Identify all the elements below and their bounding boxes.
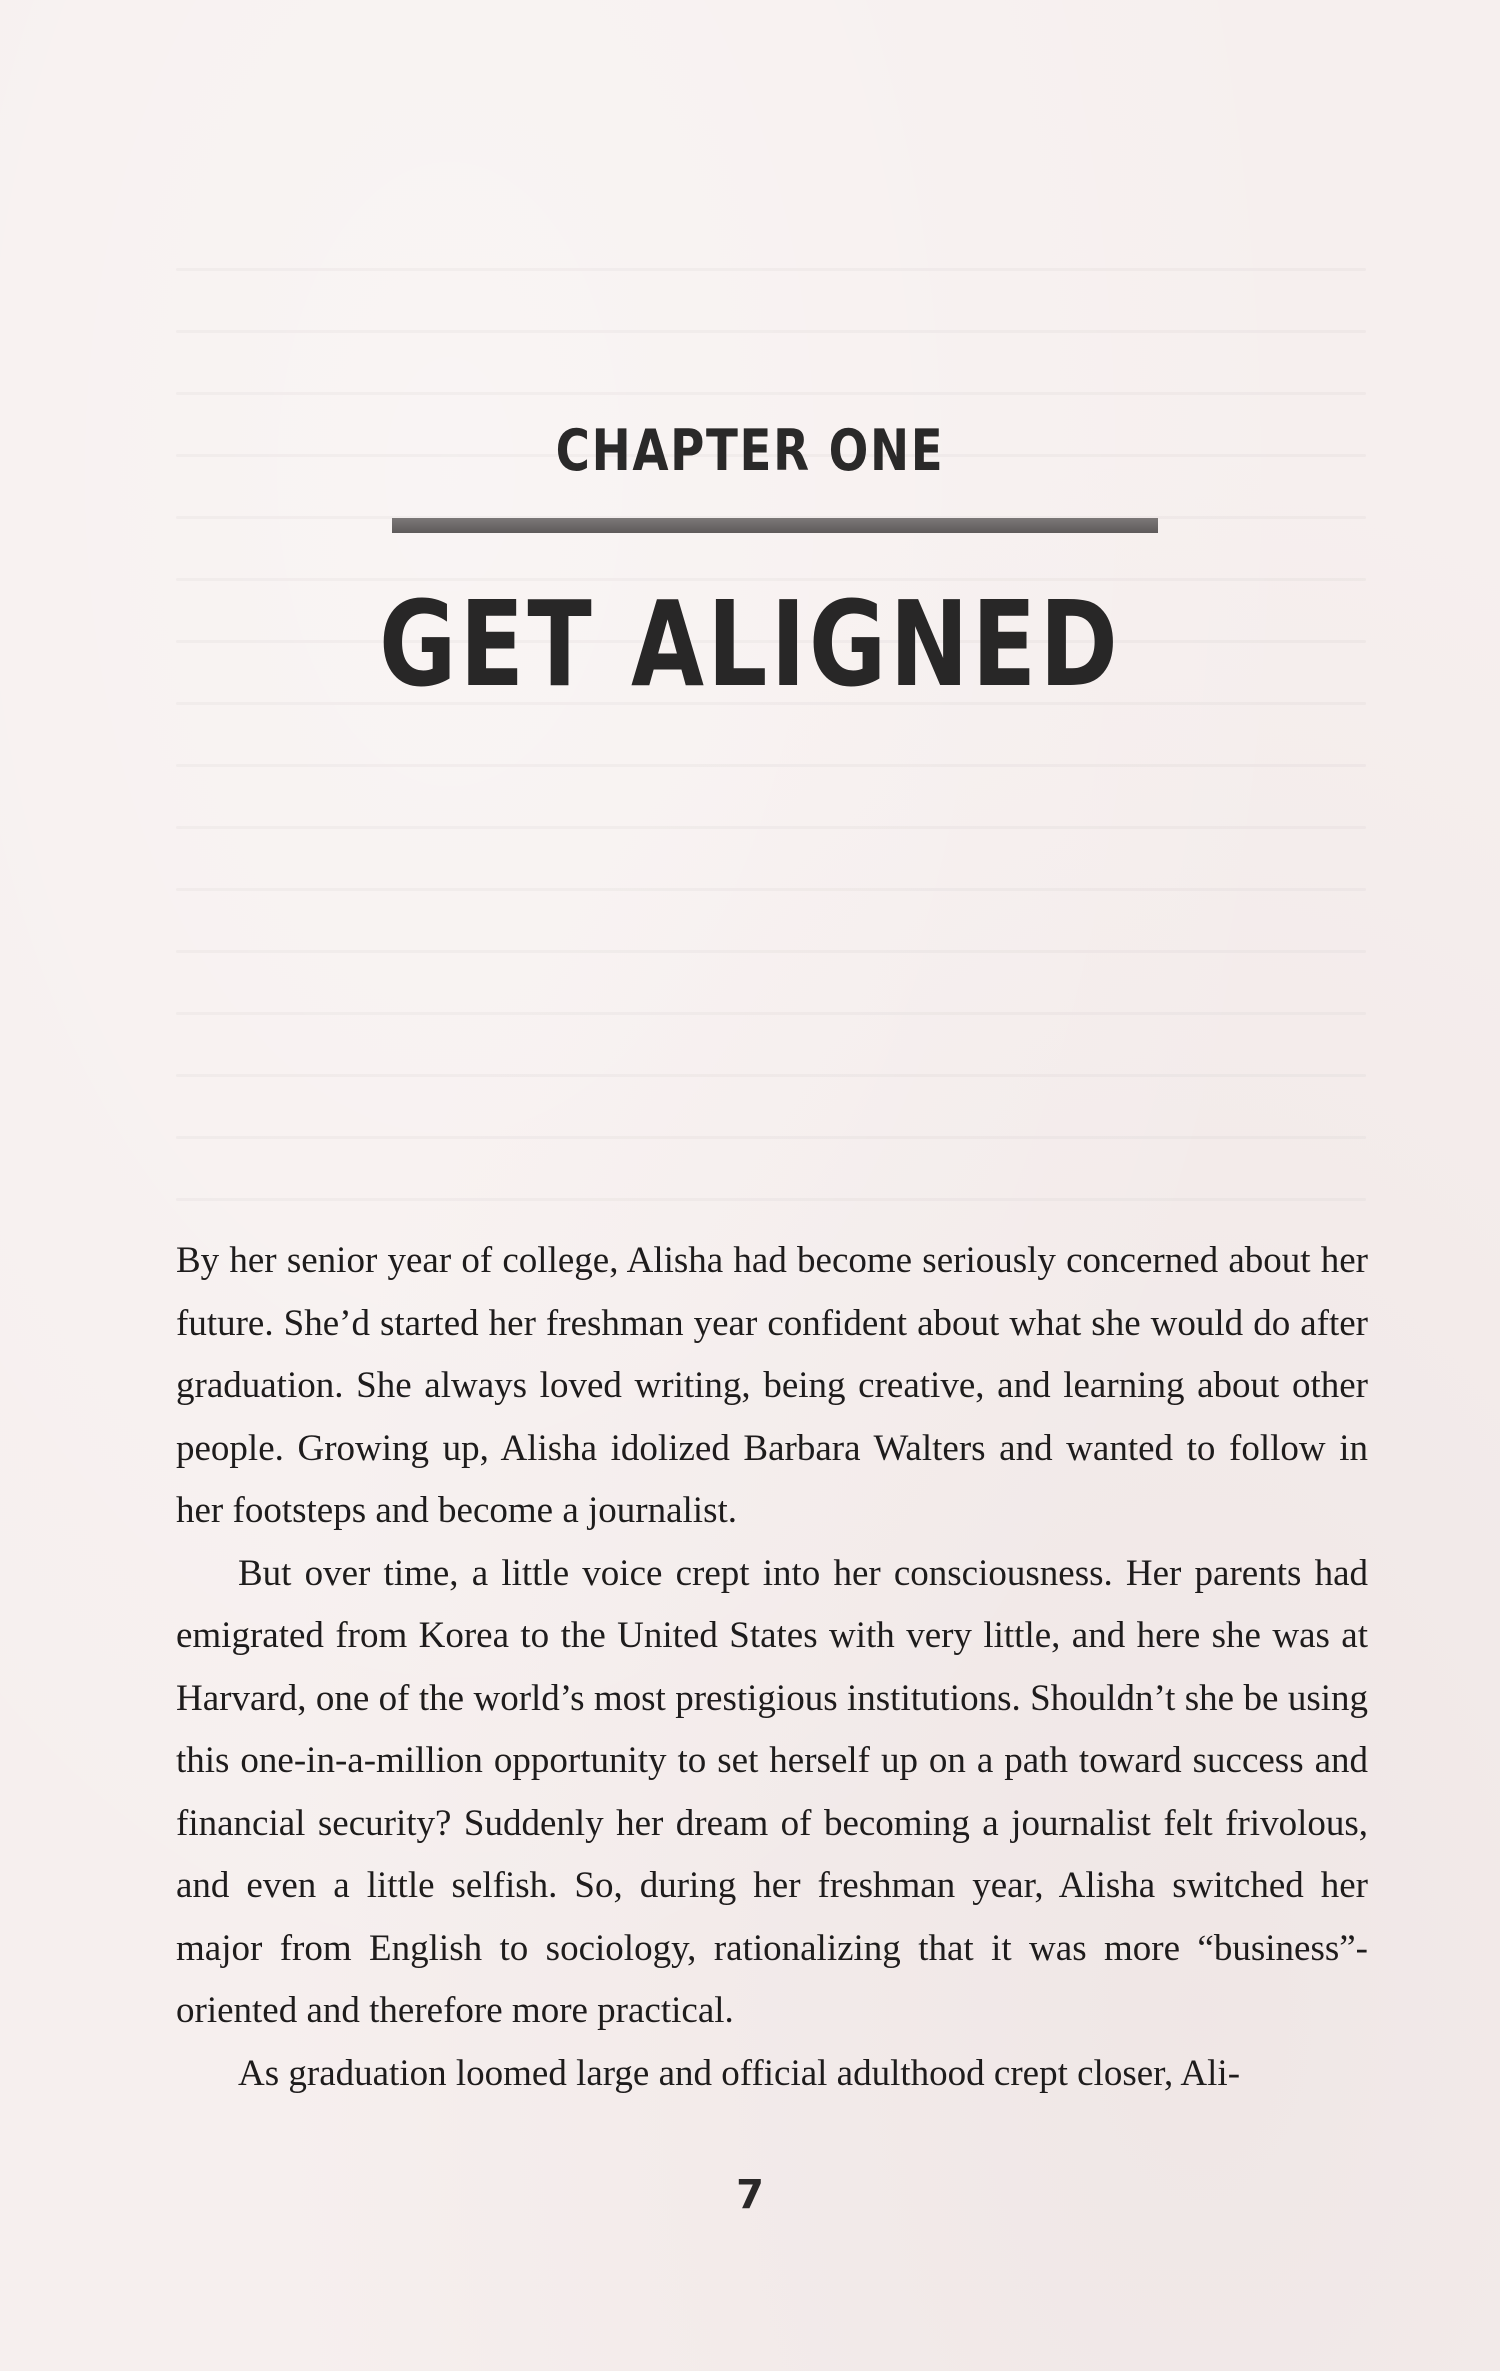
paragraph: But over time, a little voice crept into her consciousness. Her parents had emigrated from Korea to the United States with very little, and here she was at Harvard, one of the world’s most prestigious institutions. Shouldn’t she be using this one-in-a-million opportunity to set herself up on a path toward success and financial security? Suddenly her dream of becoming a journalist felt frivolous, and even a little selfish. So, during her freshman year, Alisha switched her major from English to sociology, rationalizing that it was more “business”-oriented and therefore more practical. [176, 1552, 1368, 2031]
chapter-label: CHAPTER ONE [555, 418, 945, 484]
page-number: 7 [736, 2172, 764, 2218]
paragraph: By her senior year of college, Alisha had become seriously concerned about her future. She’d started her freshman year confident about what she would do after graduation. She always loved writing, being creative, and learning about other people. Growing up, Alisha idolized Barbara Walters and wanted to follow in her footsteps and become a journalist. [176, 1240, 1368, 1531]
chapter-title: GET ALIGNED [378, 575, 1122, 713]
chapter-divider [392, 518, 1158, 533]
body-text [176, 1230, 1368, 2105]
paragraph: As graduation loomed large and official adulthood crept closer, Ali- [238, 2052, 1241, 2094]
